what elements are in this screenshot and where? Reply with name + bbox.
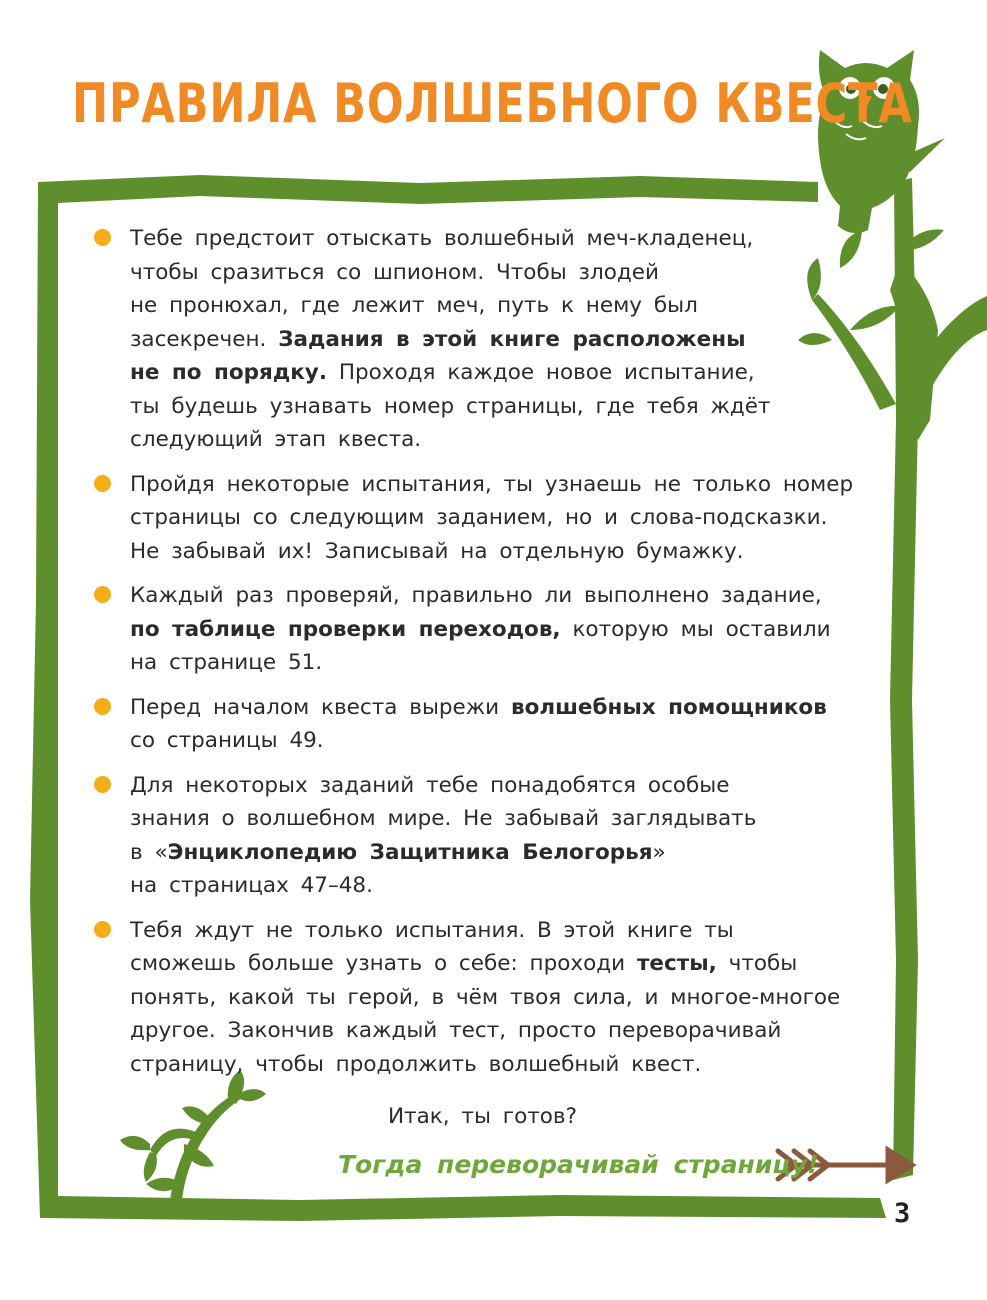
- rule-line: [130, 802, 882, 836]
- bullet-icon: [94, 921, 111, 938]
- rule-text: Проходя каждое новое испытание,: [327, 360, 755, 385]
- bullet-icon: [94, 475, 111, 492]
- rule-text: следующий этап квеста.: [130, 427, 422, 452]
- rule-item: [92, 769, 882, 903]
- rule-text: со страницы 49.: [130, 728, 324, 753]
- rule-text: сможешь больше узнать о себе: проходи: [130, 951, 637, 976]
- rule-item: [92, 914, 882, 1082]
- rule-line: [130, 390, 882, 424]
- rule-text-bold: Задания в этой книге расположены: [278, 326, 746, 352]
- rule-text: Не забывай их! Записывай на отдельную бумажку.: [130, 538, 744, 564]
- page-title: ПРАВИЛА ВОЛШЕБНОГО КВЕСТА: [72, 72, 913, 135]
- rule-line: [130, 981, 882, 1015]
- rule-line: [130, 323, 882, 357]
- rule-text: страницы со следующим заданием, но и слова-подсказки.: [130, 505, 828, 530]
- rule-text: не пронюхал, где лежит меч, путь к нему был: [130, 293, 698, 318]
- rule-text: Тебе предстоит отыскать волшебный меч-кладенец,: [130, 226, 754, 251]
- rule-text: страницу, чтобы продолжить волшебный квест.: [130, 1051, 702, 1077]
- rule-item: [92, 579, 882, 680]
- rule-line: [130, 501, 882, 535]
- rule-line: [130, 468, 882, 502]
- rules-list: [92, 222, 882, 1092]
- call-to-action: Тогда переворачивай страницу!: [338, 1150, 819, 1179]
- rule-line: [130, 256, 882, 290]
- rule-text: засекречен.: [130, 326, 279, 352]
- rule-line: [130, 691, 882, 725]
- rule-line: [130, 646, 882, 680]
- rule-text-bold: не по порядку.: [130, 360, 327, 385]
- rule-line: [130, 1048, 882, 1082]
- rule-text: понять, какой ты герой, в чём твоя сила, и многое-многое: [130, 984, 841, 1010]
- rule-text-bold: по таблице проверки переходов,: [130, 616, 561, 642]
- bullet-icon: [94, 698, 111, 715]
- rule-line: [130, 535, 882, 569]
- rule-item: [92, 691, 882, 758]
- rule-line: [130, 613, 882, 647]
- rule-text: чтобы сразиться со шпионом. Чтобы злодей: [130, 259, 659, 285]
- rule-text: которую мы оставили: [560, 616, 831, 642]
- rule-item: [92, 222, 882, 457]
- rule-line: [130, 579, 882, 613]
- rule-line: [130, 423, 882, 457]
- rule-item: [92, 468, 882, 569]
- rule-text: на страницах 47–48.: [130, 873, 373, 898]
- rule-line: [130, 947, 882, 981]
- rule-line: [130, 724, 882, 758]
- bullet-icon: [94, 776, 111, 793]
- rule-line: [130, 222, 882, 256]
- rule-text: знания о волшебном мире. Не забывай заглядывать: [130, 806, 757, 831]
- rule-line: [130, 769, 882, 803]
- rule-text-bold: волшебных помощников: [510, 694, 827, 720]
- rule-line: [130, 289, 882, 323]
- question-text: Итак, ты готов?: [388, 1104, 577, 1129]
- rule-text-bold: тесты,: [636, 951, 717, 976]
- page-number: 3: [894, 1198, 911, 1229]
- rule-line: [130, 356, 882, 390]
- rule-text: Пройдя некоторые испытания, ты узнаешь не только номер: [130, 471, 854, 497]
- rule-text: »: [652, 839, 666, 865]
- rule-line: [130, 836, 882, 870]
- rule-text-bold: Энциклопедию Защитника Белогорья: [167, 839, 653, 865]
- rule-text: Для некоторых заданий тебе понадобятся особые: [130, 772, 730, 798]
- rule-line: [130, 914, 882, 948]
- rule-text: Тебя ждут не только испытания. В этой книге ты: [130, 917, 734, 943]
- rule-text: Перед началом квеста вырежи: [130, 694, 511, 720]
- rule-line: [130, 869, 882, 903]
- rule-text: ты будешь узнавать номер страницы, где тебя ждёт: [130, 393, 771, 419]
- rule-text: другое. Закончив каждый тест, просто переворачивай: [130, 1018, 782, 1043]
- bullet-icon: [94, 586, 111, 603]
- bullet-icon: [94, 229, 111, 246]
- rule-line: [130, 1014, 882, 1048]
- rule-text: Каждый раз проверяй, правильно ли выполнено задание,: [130, 583, 822, 608]
- rule-text: чтобы: [716, 951, 798, 976]
- rule-text: на странице 51.: [130, 650, 323, 675]
- rule-text: в «: [130, 839, 168, 865]
